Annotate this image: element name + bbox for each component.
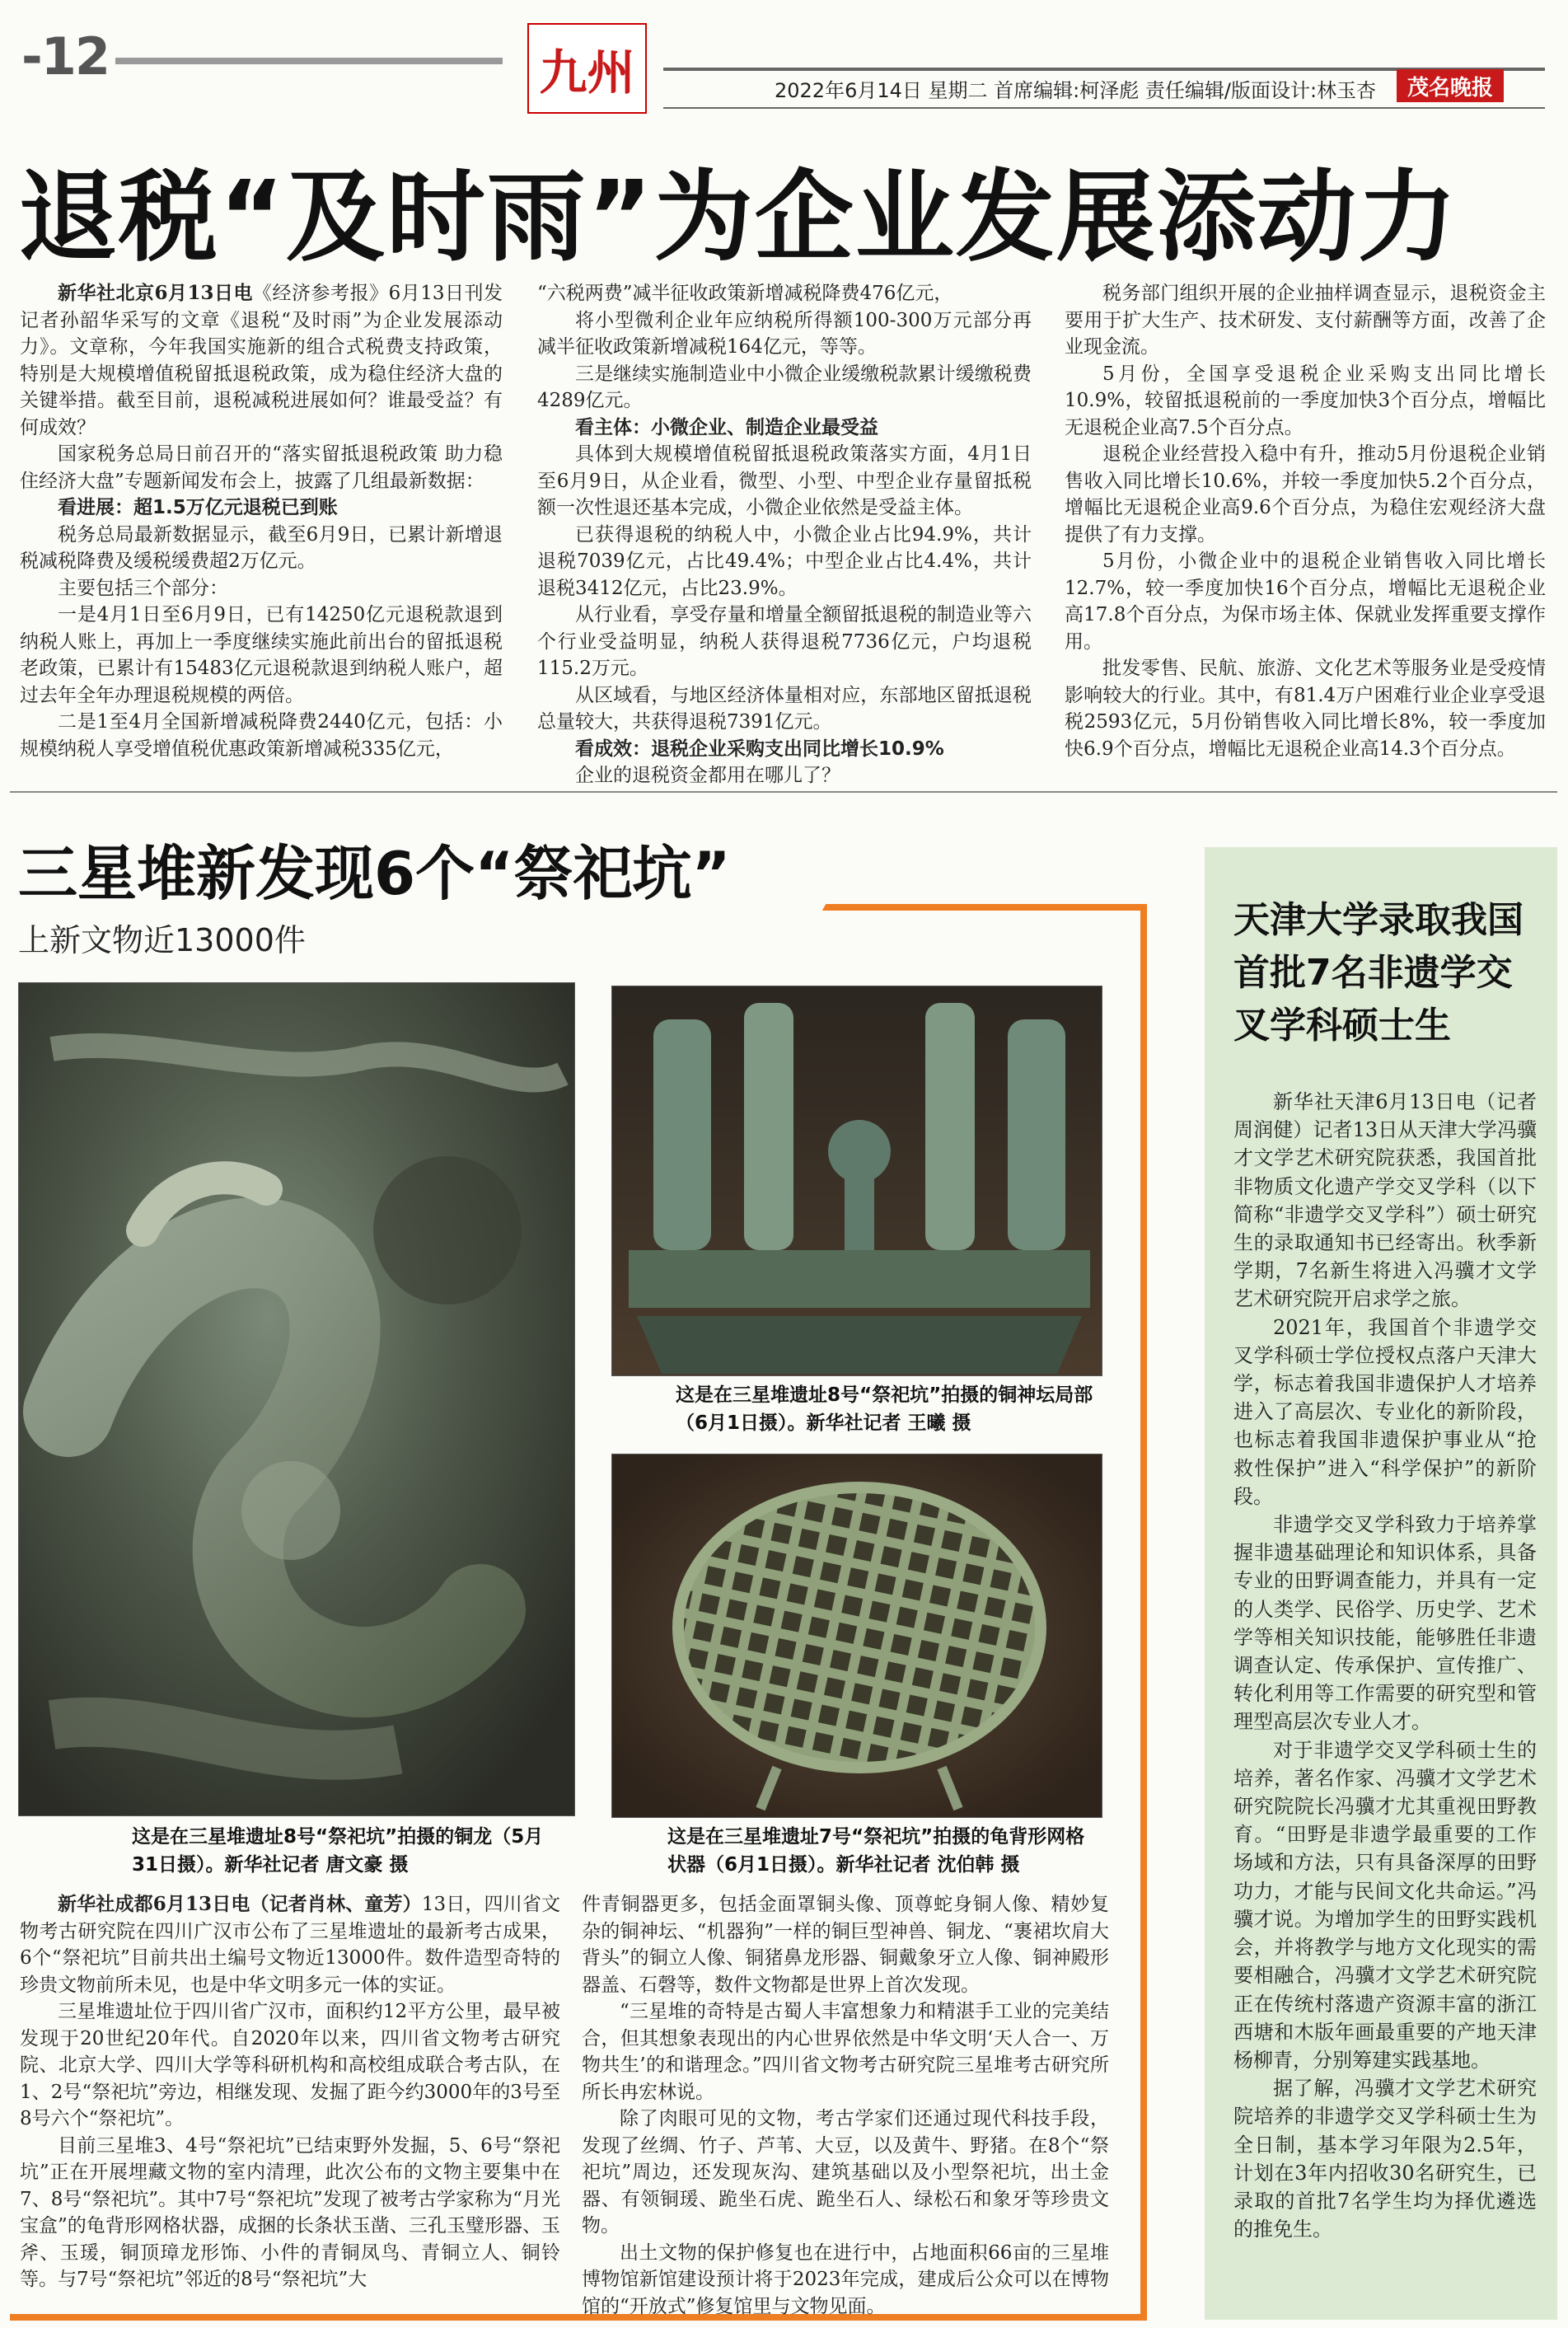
paragraph: 对于非遗学交叉学科硕士生的培养，著名作家、冯骥才文学艺术研究院院长冯骥才尤其重视田野教育。“田野是非遗学最重要的工作场域和方法，只有具备深厚的田野功力，才能与民间文化共命运。”冯骥才说。为增加学生的田野实践机会，并将教学与地方文化现实的需要相融合，冯骥才文学艺术研究院正在传统村落遗产资源丰富的浙江西塘和木版年画最重要的产地天津杨柳青，分别筹建实践基地。 — [1233, 1738, 1537, 2072]
section-logo: 九州 — [527, 23, 647, 114]
paragraph: 据了解，冯骥才文学艺术研究院培养的非遗学交叉学科硕士生为全日制，基本学习年限为2.5年，计划在3年内招收30名研究生，已录取的首批7名学生均为择优遴选的推免生。 — [1233, 2077, 1537, 2241]
paragraph: 件青铜器更多，包括金面罩铜头像、顶尊蛇身铜人像、精妙复杂的铜神坛、“机器狗”一样的铜巨型神兽、铜龙、“裹裙坎肩大背头”的铜立人像、铜猪鼻龙形器、铜戴象牙立人像、铜神殿形器盖、石磬等，数件文物都是世界上首次发现。 — [582, 1894, 1109, 1996]
article2-column-1 — [20, 1891, 560, 2293]
section-divider — [10, 791, 1557, 793]
dateline: 新华社天津6月13日电（记者周润健） — [1233, 1090, 1537, 1142]
paragraph: 5月份，全国享受退税企业采购支出同比增长10.9%，较留抵退税前的一季度加快3个百分点，增幅比无退税企业高7.5个百分点。 — [1065, 363, 1546, 438]
article2-subhead: 上新文物近13000件 — [18, 922, 306, 958]
paragraph: 出土文物的保护修复也在进行中，占地面积66亩的三星堆博物馆新馆建设预计将于2023年完成，建成后公众可以在博物馆的“开放式”修复馆里与文物见面。 — [582, 2241, 1109, 2317]
paragraph: 国家税务总局日前召开的“落实留抵退税政策 助力稳住经济大盘”专题新闻发布会上，披露了几组最新数据： — [20, 443, 503, 492]
paragraph — [20, 1891, 560, 1998]
article1-column-1 — [20, 280, 503, 762]
photo-turtle-shell — [611, 1454, 1102, 1818]
paragraph: 税务部门组织开展的企业抽样调查显示，退税资金主要用于扩大生产、技术研发、支付薪酬等方面，改善了企业现金流。 — [1065, 283, 1546, 358]
photo-caption-altar: 这是在三星堆遗址8号“祭祀坑”拍摄的铜神坛局部（6月1日摄）。新华社记者 王曦 摄 — [676, 1384, 1093, 1434]
paragraph: 企业的退税资金都用在哪儿了？ — [575, 765, 840, 786]
paper-logo: 茂名晚报 — [1397, 69, 1504, 102]
page-number: -12 — [21, 26, 110, 87]
dateline: 新华社成都6月13日电（记者肖林、童芳） — [58, 1893, 422, 1915]
sidebar-headline: 天津大学录取我国首批7名非遗学交叉学科硕士生 — [1233, 899, 1524, 1047]
paragraph: 从区域看，与地区经济体量相对应，东部地区留抵退税总量较大，共获得退税7391亿元。 — [537, 684, 1032, 733]
photo-bronze-altar — [611, 986, 1102, 1376]
article2-column-2 — [582, 1891, 1109, 2320]
frame-top — [849, 904, 1147, 911]
paragraph — [20, 280, 503, 441]
paragraph — [1233, 1088, 1537, 1314]
masthead-rule-bottom — [663, 107, 1545, 109]
article1-column-3 — [1065, 280, 1546, 762]
subheading: 看主体：小微企业、制造企业最受益 — [575, 416, 878, 438]
paragraph: 目前三星堆3、4号“祭祀坑”已结束野外发掘，5、6号“祭祀坑”正在开展埋藏文物的室内清理，此次公布的文物主要集中在7、8号“祭祀坑”。其中7号“祭祀坑”发现了被考古学家称为“月光宝盒”的龟背形网格状器，成捆的长条状玉凿、三孔玉璧形器、玉斧、玉瑗，铜顶璋龙形饰、小件的青铜凤鸟、青铜立人、铜铃等。与7号“祭祀坑”邻近的8号“祭祀坑”大 — [20, 2134, 560, 2290]
paragraph: 三星堆遗址位于四川省广汉市，面积约12平方公里，最早被发现于20世纪20年代。自2020年以来，四川省文物考古研究院、北京大学、四川大学等科研机构和高校组成联合考古队，在1、2号“祭祀坑”旁边，相继发现、发掘了距今约3000年的3号至8号六个“祭祀坑”。 — [20, 2001, 560, 2129]
paragraph: 具体到大规模增值税留抵退税政策落实方面，4月1日至6月9日，从企业看，微型、小型、中型企业存量留抵税额一次性退还基本完成，小微企业依然是受益主体。 — [537, 443, 1032, 518]
article2-headline: 三星堆新发现6个“祭祀坑” — [18, 839, 731, 908]
paragraph: 批发零售、民航、旅游、文化艺术等服务业是受疫情影响较大的行业。其中，有81.4万户困难行业企业享受退税2593亿元，5月份销售收入同比增长8%，较一季度加快6.9个百分点，增幅比无退税企业高14.3个百分点。 — [1065, 658, 1546, 760]
paragraph: “六税两费”减半征收政策新增减税降费476亿元， — [537, 283, 953, 304]
paragraph: “三星堆的奇特是古蜀人丰富想象力和精湛手工业的完美结合，但其想象表现出的内心世界依然是中华文明‘天人合一、万物共生’的和谐理念。”四川省文物考古研究院三星堆考古研究所所长冉宏林说。 — [582, 2001, 1109, 2103]
paragraph: 从行业看，享受存量和增量全额留抵退税的制造业等六个行业受益明显，纳税人获得退税7736亿元，户均退税115.2万元。 — [537, 604, 1032, 679]
masthead-info: 2022年6月14日 星期二 首席编辑:柯泽彪 责任编辑/版面设计:林玉杏 — [775, 79, 1377, 102]
frame-right — [1140, 904, 1147, 2320]
dateline: 新华社北京6月13日电 — [58, 282, 254, 304]
subheading: 看成效：退税企业采购支出同比增长10.9% — [575, 738, 944, 760]
paragraph: 三是继续实施制造业中小微企业缓缴税款累计缓缴税费4289亿元。 — [537, 363, 1032, 411]
paragraph: 二是1至4月全国新增减税降费2440亿元，包括：小规模纳税人享受增值税优惠政策新增减税335亿元， — [20, 711, 503, 760]
paragraph: 将小型微利企业年应纳税所得额100-300万元部分再减半征收政策新增减税164亿元，等等。 — [537, 309, 1032, 358]
paragraph-text: 《经济参考报》6月13日刊发记者孙韶华采写的文章《退税“及时雨”为企业发展添动力》。文章称，今年我国实施新的组合式税费支持政策，特别是大规模增值税留抵退税政策，成为稳住经济大盘的关键举措。截至目前，退税减税进展如何？谁最受益？有何成效？ — [20, 283, 503, 438]
paragraph: 退税企业经营投入稳中有升，推动5月份退税企业销售收入同比增长10.6%，并较一季度加快5.2个百分点，增幅比无退税企业高9.6个百分点，为稳住宏观经济大盘提供了有力支撑。 — [1065, 443, 1546, 546]
paragraph: 5月份，小微企业中的退税企业销售收入同比增长12.7%，较一季度加快16个百分点，增幅比无退税企业高17.8个百分点，为保市场主体、保就业发挥重要支撑作用。 — [1065, 550, 1546, 653]
paragraph: 非遗学交叉学科致力于培养掌握非遗基础理论和知识体系，具备专业的田野调查能力，并具有一定的人类学、民俗学、历史学、艺术学等相关知识技能，能够胜任非遗调查认定、传承保护、宣传推广、转化利用等工作需要的研究型和管理型高层次专业人才。 — [1233, 1513, 1537, 1734]
article1-headline: 退税“及时雨”为企业发展添动力 — [18, 161, 1458, 275]
article1-column-2 — [537, 280, 1032, 789]
paragraph: 除了肉眼可见的文物，考古学家们还通过现代科技手段，发现了丝绸、竹子、芦苇、大豆，以及黄牛、野猪。在8个“祭祀坑”周边，还发现灰沟、建筑基础以及小型祭祀坑，出土金器、有领铜瑗、跪坐石虎、跪坐石人、绿松石和象牙等珍贵文物。 — [582, 2108, 1109, 2237]
paragraph: 税务总局最新数据显示，截至6月9日，已累计新增退税减税降费及缓税缓费超2万亿元。 — [20, 523, 503, 572]
photo-bronze-dragon — [18, 982, 575, 1816]
paragraph: 2021年，我国首个非遗学交叉学科硕士学位授权点落户天津大学，标志着我国非遗保护人才培养进入了高层次、专业化的新阶段，也标志着我国非遗保护事业从“抢救性保护”进入“科学保护”的新阶段。 — [1233, 1315, 1537, 1508]
photo-caption-dragon: 这是在三星堆遗址8号“祭祀坑”拍摄的铜龙（5月31日摄）。新华社记者 唐文豪 摄 — [132, 1826, 544, 1876]
sidebar-body — [1233, 1088, 1537, 2243]
paragraph: 已获得退税的纳税人中，小微企业占比94.9%，共计退税7039亿元，占比49.4%；中型企业占比4.4%，共计退税3412亿元，占比23.9%。 — [537, 523, 1032, 599]
paragraph-text: 记者13日从天津大学冯骥才文学艺术研究院获悉，我国首批非物质文化遗产学交叉学科（以下简称“非遗学交叉学科”）硕士研究生的录取通知书已经寄出。秋季新学期，7名新生将进入冯骥才文学艺术研究院开启求学之旅。 — [1233, 1118, 1537, 1311]
paragraph: 一是4月1日至6月9日，已有14250亿元退税款退到纳税人账上，再加上一季度继续实施此前出台的留抵退税老政策，已累计有15483亿元退税款退到纳税人账户，超过去年全年办理退税规模的两倍。 — [20, 604, 503, 706]
paragraph: 主要包括三个部分： — [58, 577, 228, 599]
subheading: 看进展：超1.5万亿元退税已到账 — [58, 497, 338, 518]
paragraph-text: 13日，四川省文物考古研究院在四川广汉市公布了三星堆遗址的最新考古成果，6个“祭祀坑”目前共出土编号文物近13000件。数件造型奇特的珍贵文物前所未见，也是中华文明多元一体的实证。 — [20, 1894, 560, 1996]
masthead-rule — [115, 58, 503, 64]
photo-caption-turtle: 这是在三星堆遗址7号“祭祀坑”拍摄的龟背形网格状器（6月1日摄）。新华社记者 沈伯韩 摄 — [667, 1826, 1085, 1876]
